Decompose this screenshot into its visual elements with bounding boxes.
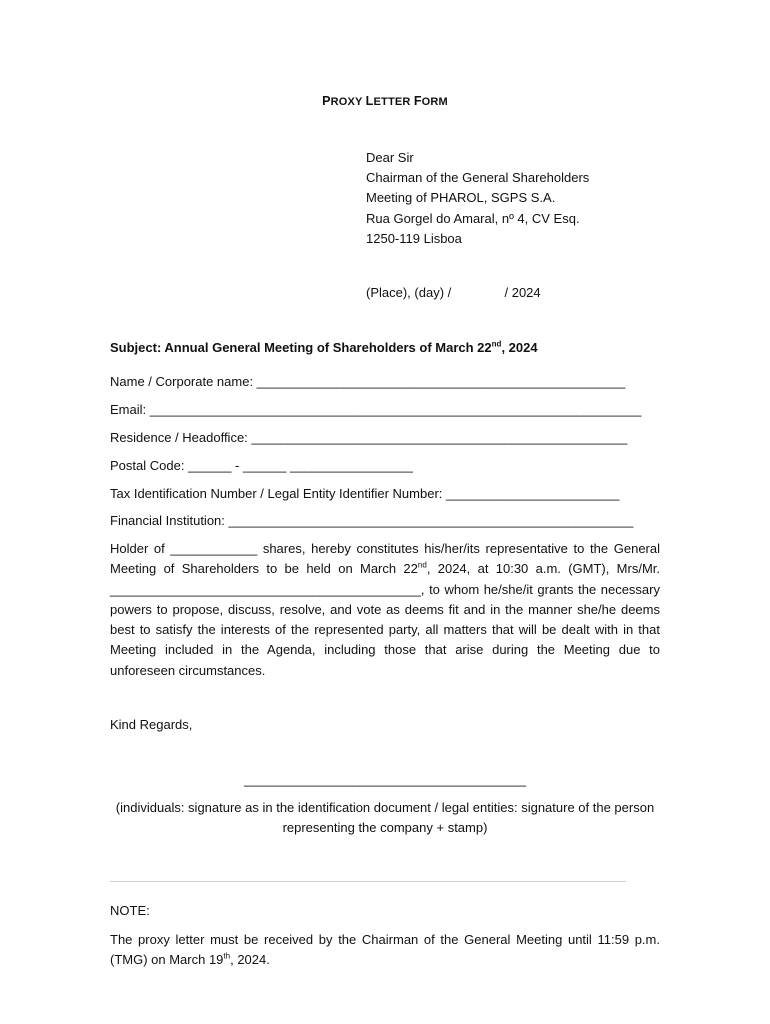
date-line — [366, 285, 541, 300]
proxy-statement: Holder of ____________ shares, hereby constitutes his/her/its representative to the General Meeting of Shareholders to be held on March 22nd, 2024, at 10:30 a.m. (GMT), Mrs/Mr. ___________________________________________, to whom he/she/it grants the necessary powers to propose, discuss, resolve, and vote as deems fit and in the manner she/he deems best to satisfy the interests of the represented party, all matters that will be dealt with in that Meeting included in the Agenda, including those that arise during the Meeting due to unforeseen circumstances. — [110, 541, 661, 678]
page-title: PROXY LETTER FORM — [322, 94, 448, 108]
name-field[interactable]: Name / Corporate name: ___________________________________________________ — [110, 374, 626, 389]
note-text: The proxy letter must be received by the Chairman of the General Meeting until 11:59 p.m. (TMG) on March 19th, 2024. — [110, 932, 660, 968]
signature-line[interactable]: _______________________________________ — [244, 772, 526, 787]
signature-caption: (individuals: signature as in the identification document / legal entities: signature of the person representing the company + stamp) — [115, 800, 655, 836]
date-place-day: (Place), (day) / — [366, 285, 452, 300]
address-line: Dear Sir — [366, 150, 414, 165]
email-field[interactable]: Email: ____________________________________________________________________ — [110, 402, 642, 417]
date-year: / 2024 — [504, 285, 541, 300]
address-line: Rua Gorgel do Amaral, nº 4, CV Esq. — [366, 210, 580, 226]
address-line: Chairman of the General Shareholders — [366, 170, 590, 186]
postal-code-field[interactable]: Postal Code: ______ - ______ _________________ — [110, 458, 413, 473]
divider — [110, 881, 626, 882]
address-line: Meeting of PHAROL, SGPS S.A. — [366, 190, 556, 206]
financial-institution-field[interactable]: Financial Institution: ________________________________________________________ — [110, 513, 634, 528]
subject-line: Subject: Annual General Meeting of Shareholders of March 22nd, 2024 — [110, 339, 538, 355]
note-heading: NOTE: — [110, 903, 150, 918]
address-line: 1250-119 Lisboa — [366, 230, 462, 246]
recipient-address — [366, 148, 589, 249]
tax-id-field[interactable]: Tax Identification Number / Legal Entity Identifier Number: ________________________ — [110, 486, 620, 501]
residence-field[interactable]: Residence / Headoffice: ____________________________________________________ — [110, 430, 628, 445]
closing: Kind Regards, — [110, 717, 193, 732]
